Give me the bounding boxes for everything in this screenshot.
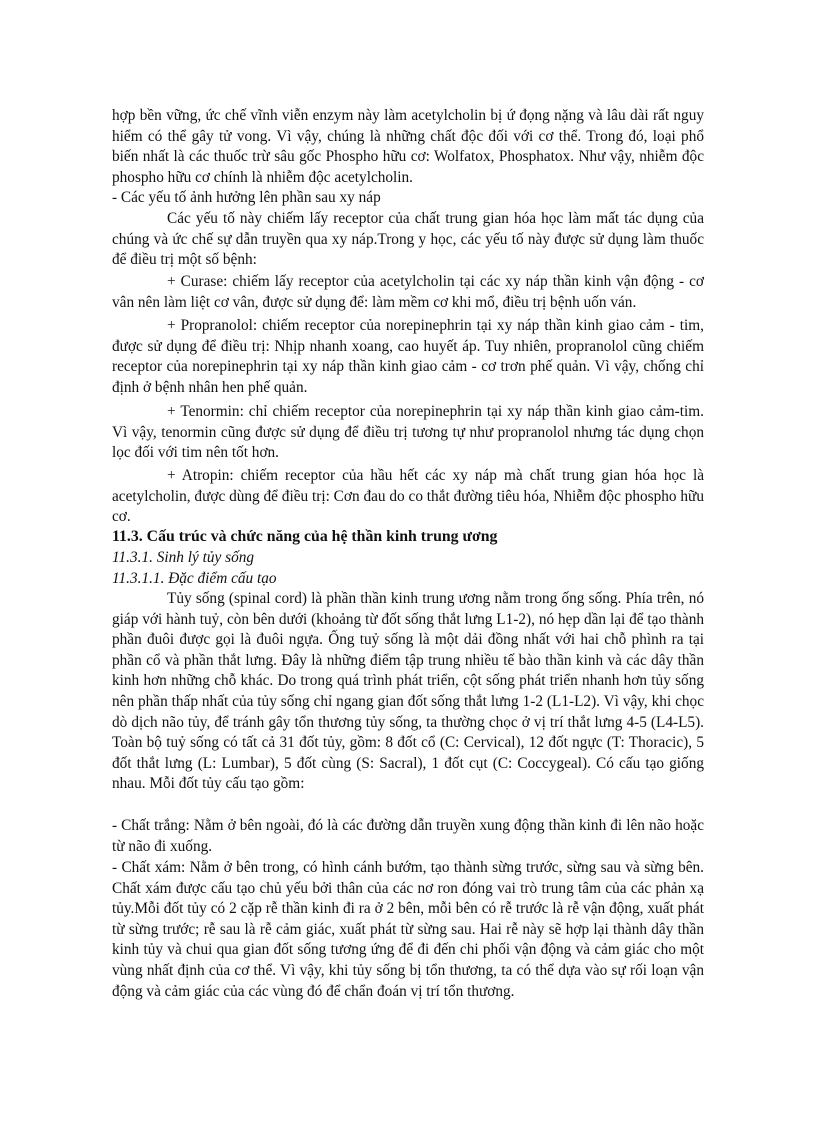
item-curase: + Curase: chiếm lấy receptor của acetylcholin tại các xy náp thần kinh vận động - cơ vân nên làm liệt cơ vân, được sử dụng để: làm mềm cơ khi mổ, điều trị bệnh uốn ván. <box>112 273 704 311</box>
section-heading: 11.3. Cấu trúc và chức năng của hệ thần kinh trung ương <box>112 528 498 545</box>
item-atropin: + Atropin: chiếm receptor của hầu hết các xy náp mà chất trung gian hóa học là acetylcholin, được dùng để điều trị: Cơn đau do co thắt đường tiêu hóa, Nhiễm độc phospho hữu cơ. <box>112 467 704 526</box>
bullet-gray-matter: - Chất xám: Nằm ở bên trong, có hình cánh bướm, tạo thành sừng trước, sừng sau và sừng bên. Chất xám được cấu tạo chủ yếu bởi thân của các nơ ron đóng vai trò trung tâm của các phản xạ tủy.Mỗi đốt tủy có 2 cặp rễ thần kinh đi ra ở 2 bên, mỗi bên có rễ trước là rễ vận động, xuất phát từ sừng trước; rễ sau là rễ cảm giác, xuất phát từ sừng sau. Hai rễ này sẽ hợp lại thành dây thần kinh tủy và chui qua gian đốt sống tương ứng để đi đến chi phối vận động và cảm giác cho một vùng nhất định của cơ thể. Vì vậy, khi tủy sống bị tổn thương, ta có thể dựa vào sự rối loạn vận động và cảm giác của các vùng đó để chẩn đoán vị trí tổn thương. <box>112 859 704 1000</box>
subsubsection-heading: 11.3.1.1. Đặc điểm cấu tạo <box>112 570 277 587</box>
paragraph-spinal-cord: Tủy sống (spinal cord) là phần thần kinh trung ương nằm trong ống sống. Phía trên, nó giáp với hành tuỷ, còn bên dưới (khoảng từ đốt sống thắt lưng L1-2), nó hẹp dần lại để tạo thành phần đuôi được gọi là đuôi ngựa. Ống tuỷ sống là một dải đồng nhất với hai chỗ phình ra tại phần cổ và phần thắt lưng. Đây là những điểm tập trung nhiều tế bào thần kinh và các dây thần kinh hơn những chỗ khác. Do trong quá trình phát triển, cột sống phát triển nhanh hơn tủy sống nên phần thấp nhất của tủy sống chỉ ngang gian đốt sống thắt lưng 1-2 (L1-L2). Vì vậy, khi chọc dò dịch não tủy, để tránh gây tổn thương tủy sống, ta thường chọc ở vị trí thắt lưng 4-5 (L4-L5). Toàn bộ tuỷ sống có tất cả 31 đốt tủy, gồm: 8 đốt cổ (C: Cervical), 12 đốt ngực (T: Thoracic), 5 đốt thắt lưng (L: Lumbar), 5 đốt cùng (S: Sacral), 1 đốt cụt (C: Coccygeal). Có cấu tạo giống nhau. Mỗi đốt tủy cấu tạo gồm: <box>112 590 704 793</box>
bullet-white-matter: - Chất trắng: Nằm ở bên ngoài, đó là các đường dẫn truyền xung động thần kinh đi lên não hoặc từ não đi xuống. <box>112 817 704 855</box>
subsection-heading: 11.3.1. Sinh lý tủy sống <box>112 549 255 566</box>
paragraph-intro: hợp bền vững, ức chế vĩnh viễn enzym này làm acetylcholin bị ứ đọng nặng và lâu dài rất nguy hiểm có thể gây tử vong. Vì vậy, chúng là những chất độc đối với cơ thể. Trong đó, loại phổ biến nhất là các thuốc trừ sâu gốc Phospho hữu cơ: Wolfatox, Phosphatox. Như vậy, nhiễm độc phospho hữu cơ chính là nhiễm độc acetylcholin. <box>112 107 704 186</box>
item-tenormin: + Tenormin: chỉ chiếm receptor của norepinephrin tại xy náp thần kinh giao cảm-tim. Vì vậy, tenormin cũng được sử dụng để điều trị tương tự như propranolol nhưng tác dụng chọn lọc đối với tim nên tốt hơn. <box>112 403 704 462</box>
paragraph-factors: Các yếu tố này chiếm lấy receptor của chất trung gian hóa học làm mất tác dụng của chúng và ức chế sự dẫn truyền qua xy náp.Trong y học, các yếu tố này được sử dụng làm thuốc để điều trị một số bệnh: <box>112 210 704 269</box>
item-propranolol: + Propranolol: chiếm receptor của norepinephrin tại xy náp thần kinh giao cảm - tim, được sử dụng để điều trị: Nhịp nhanh xoang, cao huyết áp. Tuy nhiên, propranolol cũng chiếm receptor của norepinephrin tại xy náp thần kinh giao cảm - cơ trơn phế quản. Vì vậy, chống chỉ định ở bệnh nhân hen phế quản. <box>112 317 704 396</box>
bullet-postsynaptic-factors: - Các yếu tố ảnh hưởng lên phần sau xy náp <box>112 189 381 206</box>
